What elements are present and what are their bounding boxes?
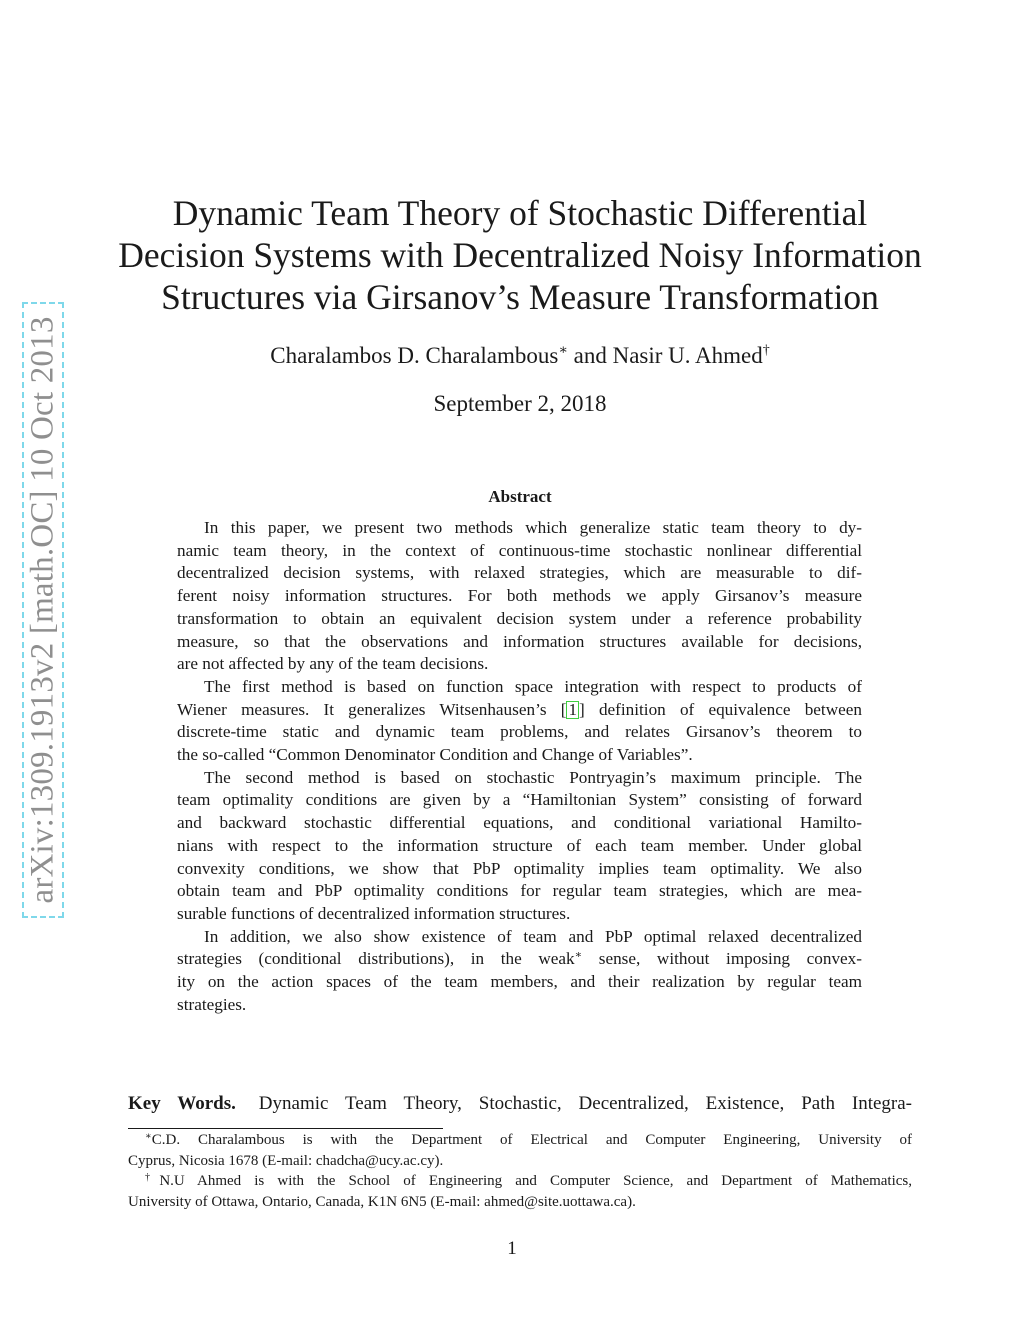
author-name: Charalambos D. Charalambous: [270, 343, 559, 368]
text-line: nians with respect to the information structure of each team member. Under global: [177, 835, 862, 855]
text-line: transformation to obtain an equivalent decision system under a reference probability: [177, 608, 862, 628]
text-line: In addition, we also show existence of team and PbP optimal relaxed decentralized: [204, 926, 862, 946]
footnote-marker: †: [145, 1172, 160, 1183]
arxiv-stamp[interactable]: [22, 302, 64, 918]
text-fragment: strategies (conditional distributions), in the weak: [177, 949, 575, 969]
text-line: obtain team and PbP optimality conditions for regular team strategies, which are mea-: [177, 881, 862, 901]
footnote-line: Cyprus, Nicosia 1678 (E-mail: chadcha@ucy.ac.cy).: [128, 1152, 444, 1169]
abstract-paragraph: [177, 767, 862, 926]
keywords-text: Dynamic Team Theory, Stochastic, Decentralized, Existence, Path Integra-: [258, 1093, 913, 1114]
page-number: 1: [507, 1238, 517, 1259]
text-line: convexity conditions, we show that PbP optimality implies team optimality. We also: [177, 858, 862, 878]
text-line: [177, 948, 862, 971]
footnote-marker[interactable]: †: [762, 343, 770, 358]
title-line: Dynamic Team Theory of Stochastic Differential: [172, 193, 868, 233]
keywords: [128, 1093, 912, 1115]
text-line: ferent noisy information structures. For both methods we apply Girsanov’s measure: [177, 586, 862, 606]
footnote-line: [128, 1130, 912, 1151]
text-line: discrete-time static and dynamic team problems, and relates Girsanov’s theorem to: [177, 722, 862, 742]
author-name: Nasir U. Ahmed: [612, 343, 763, 368]
footnote-line: University of Ottawa, Ontario, Canada, K1N 6N5 (E-mail: ahmed@site.uottawa.ca).: [128, 1193, 636, 1210]
footnote-text: N.U Ahmed is with the School of Engineering and Computer Science, and Department of Mathematics,: [159, 1173, 913, 1189]
citation-link[interactable]: 1: [568, 699, 578, 719]
text-line: strategies.: [177, 994, 247, 1014]
paper-title: [110, 192, 930, 318]
text-line: The second method is based on stochastic Pontryagin’s maximum principle. The: [204, 767, 862, 787]
text-line: surable functions of decentralized information structures.: [177, 903, 571, 923]
footnotes: [128, 1130, 912, 1212]
text-line: the so-called “Common Denominator Condition and Change of Variables”.: [177, 745, 693, 765]
footnote-divider: [128, 1128, 443, 1129]
text-line: measure, so that the observations and information structures available for decisions,: [177, 631, 862, 651]
text-line: are not affected by any of the team decisions.: [177, 654, 489, 674]
footnote-line: [128, 1171, 912, 1192]
text-fragment: definition of equivalence between: [598, 699, 862, 719]
paper-date: September 2, 2018: [433, 391, 607, 416]
text-line: namic team theory, in the context of continuous-time stochastic nonlinear differential: [177, 540, 862, 560]
abstract-heading: Abstract: [488, 487, 552, 506]
title-line: Structures via Girsanov’s Measure Transformation: [161, 277, 879, 317]
text-line: decentralized decision systems, with relaxed strategies, which are measurable to dif-: [177, 563, 862, 583]
abstract-paragraph: [177, 676, 862, 767]
arxiv-identifier: arXiv:1309.1913v2 [math.OC] 10 Oct 2013: [24, 316, 61, 904]
footnote-text: C.D. Charalambous is with the Department of Electrical and Computer Engineering, University of: [151, 1132, 912, 1148]
text-fragment: sense, without imposing convex-: [582, 949, 862, 969]
abstract-paragraph: [177, 517, 862, 676]
text-line: team optimality conditions are given by a “Hamiltonian System” consisting of forward: [177, 790, 862, 810]
footnote-marker[interactable]: ∗: [558, 343, 568, 358]
text-line: The first method is based on function space integration with respect to products of: [204, 676, 862, 696]
footnote-marker: ∗: [145, 1131, 152, 1142]
text-line: In this paper, we present two methods which generalize static team theory to dy-: [204, 518, 862, 537]
author-list: [110, 343, 930, 369]
text-line: Wiener measures. It generalizes Witsenhausen’s [ 1 ] definition of equivalence between: [177, 699, 862, 719]
abstract-paragraph: [177, 926, 862, 1017]
abstract-body: [177, 517, 862, 1016]
text-line: and backward stochastic differential equations, and conditional variational Hamilto-: [177, 813, 862, 833]
author-conjunction: and: [567, 343, 613, 368]
keywords-label: Key Words.: [128, 1093, 236, 1114]
title-line: Decision Systems with Decentralized Noisy Information: [118, 235, 922, 275]
text-line: ity on the action spaces of the team members, and their realization by regular team: [177, 972, 862, 992]
weak-star-marker: ∗: [574, 949, 583, 962]
text-fragment: Wiener measures. It generalizes Witsenhausen’s: [177, 699, 547, 719]
